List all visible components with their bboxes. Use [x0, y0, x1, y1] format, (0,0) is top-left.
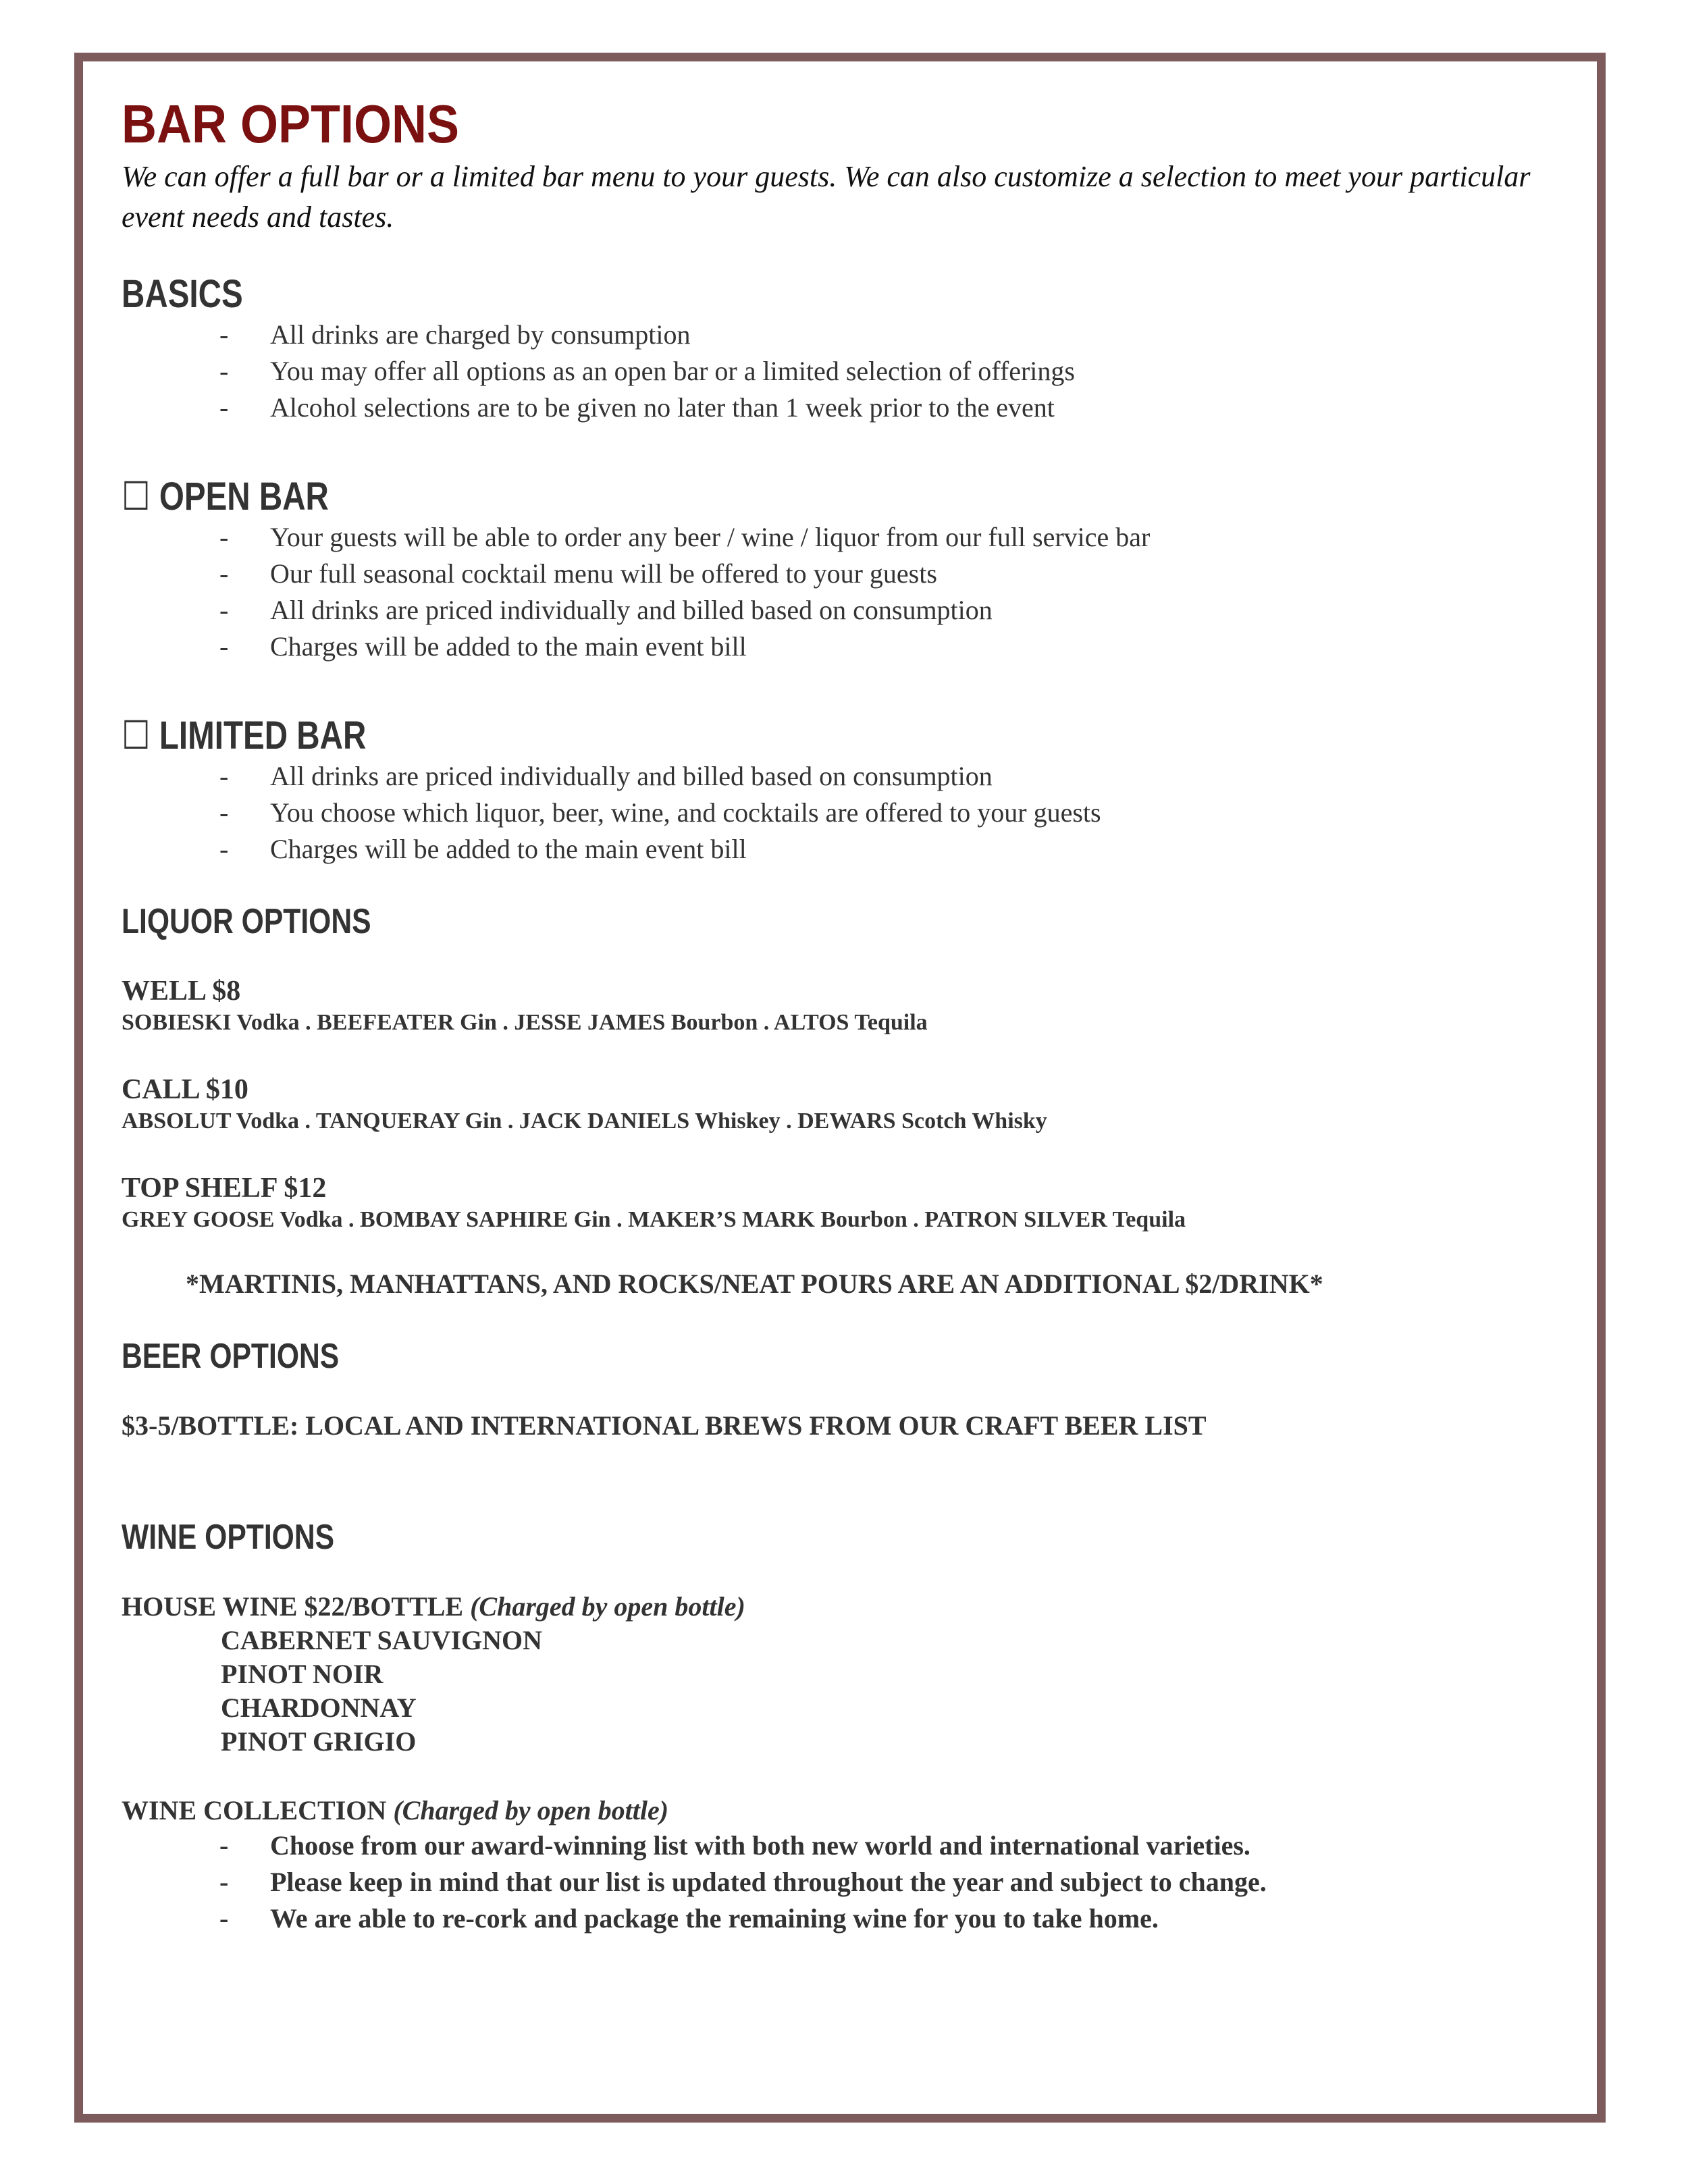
house-wine-note: (Charged by open bottle) — [470, 1591, 745, 1622]
list-item: - All drinks are charged by consumption — [122, 317, 1566, 353]
varietal-item: CABERNET SAUVIGNON — [221, 1625, 543, 1655]
liquor-tier-top-shelf: TOP SHELF $12 — [122, 1173, 327, 1204]
checkbox-icon[interactable]: ☐ — [122, 475, 151, 518]
wine-heading: WINE OPTIONS — [122, 1518, 335, 1557]
liquor-heading: LIQUOR OPTIONS — [122, 902, 371, 941]
intro-text: We can offer a full bar or a limited bar menu to your guests. We can also customize a selection to meet your particular event needs and tastes. — [122, 160, 1531, 234]
limited-bar-label: LIMITED BAR — [159, 714, 367, 757]
list-item: - Our full seasonal cocktail menu will be offered to your guests — [122, 556, 1566, 592]
liquor-tier-call: CALL $10 — [122, 1074, 248, 1105]
list-item: - Please keep in mind that our list is updated throughout the year and subject to change. — [122, 1864, 1566, 1900]
limited-bar-list — [122, 758, 1566, 868]
list-item: - Alcohol selections are to be given no later than 1 week prior to the event — [122, 390, 1566, 426]
list-item: - Your guests will be able to order any beer / wine / liquor from our full service bar — [122, 519, 1566, 556]
open-bar-heading — [122, 473, 1307, 519]
list-item: - Choose from our award-winning list with both new world and international varieties. — [122, 1828, 1566, 1864]
list-item: - All drinks are priced individually and billed based on consumption — [122, 592, 1566, 629]
checkbox-icon[interactable]: ☐ — [122, 714, 151, 757]
list-item: - You may offer all options as an open bar or a limited selection of offerings — [122, 353, 1566, 390]
wine-collection-label: WINE COLLECTION — [122, 1795, 387, 1826]
list-item: - Charges will be added to the main event bill — [122, 629, 1566, 665]
limited-bar-heading — [122, 712, 1307, 758]
list-item: - Charges will be added to the main event bill — [122, 831, 1566, 868]
varietal-item: PINOT GRIGIO — [221, 1726, 417, 1757]
wine-collection-heading — [122, 1794, 1566, 1828]
list-item: - We are able to re-cork and package the remaining wine for you to take home. — [122, 1900, 1566, 1937]
page-title: BAR OPTIONS — [122, 94, 460, 154]
liquor-brands-call: ABSOLUT Vodka . TANQUERAY Gin . JACK DANIELS Whiskey . DEWARS Scotch Whisky — [122, 1109, 1047, 1134]
wine-collection-list — [122, 1828, 1566, 1937]
beer-line: $3-5/BOTTLE: LOCAL AND INTERNATIONAL BREWS FROM OUR CRAFT BEER LIST — [122, 1410, 1207, 1441]
house-wine-label: HOUSE WINE $22/BOTTLE — [122, 1591, 464, 1622]
open-bar-label: OPEN BAR — [159, 475, 329, 518]
beer-heading: BEER OPTIONS — [122, 1337, 340, 1376]
varietal-item: PINOT NOIR — [221, 1659, 384, 1689]
open-bar-list — [122, 519, 1566, 665]
list-item: - All drinks are priced individually and billed based on consumption — [122, 758, 1566, 795]
basics-list — [122, 317, 1566, 426]
liquor-brands-top-shelf: GREY GOOSE Vodka . BOMBAY SAPHIRE Gin . MAKER’S MARK Bourbon . PATRON SILVER Tequila — [122, 1207, 1186, 1232]
basics-heading: BASICS — [122, 272, 243, 316]
varietal-item: CHARDONNAY — [221, 1693, 417, 1723]
liquor-brands-well: SOBIESKI Vodka . BEEFEATER Gin . JESSE JAMES Bourbon . ALTOS Tequila — [122, 1010, 928, 1035]
liquor-note: *MARTINIS, MANHATTANS, AND ROCKS/NEAT POURS ARE AN ADDITIONAL $2/DRINK* — [186, 1269, 1323, 1299]
wine-collection-note: (Charged by open bottle) — [393, 1795, 669, 1826]
document-body — [122, 92, 1566, 1937]
list-item: - You choose which liquor, beer, wine, and cocktails are offered to your guests — [122, 795, 1566, 831]
house-wine-heading — [122, 1590, 1566, 1624]
liquor-tier-well: WELL $8 — [122, 976, 241, 1007]
